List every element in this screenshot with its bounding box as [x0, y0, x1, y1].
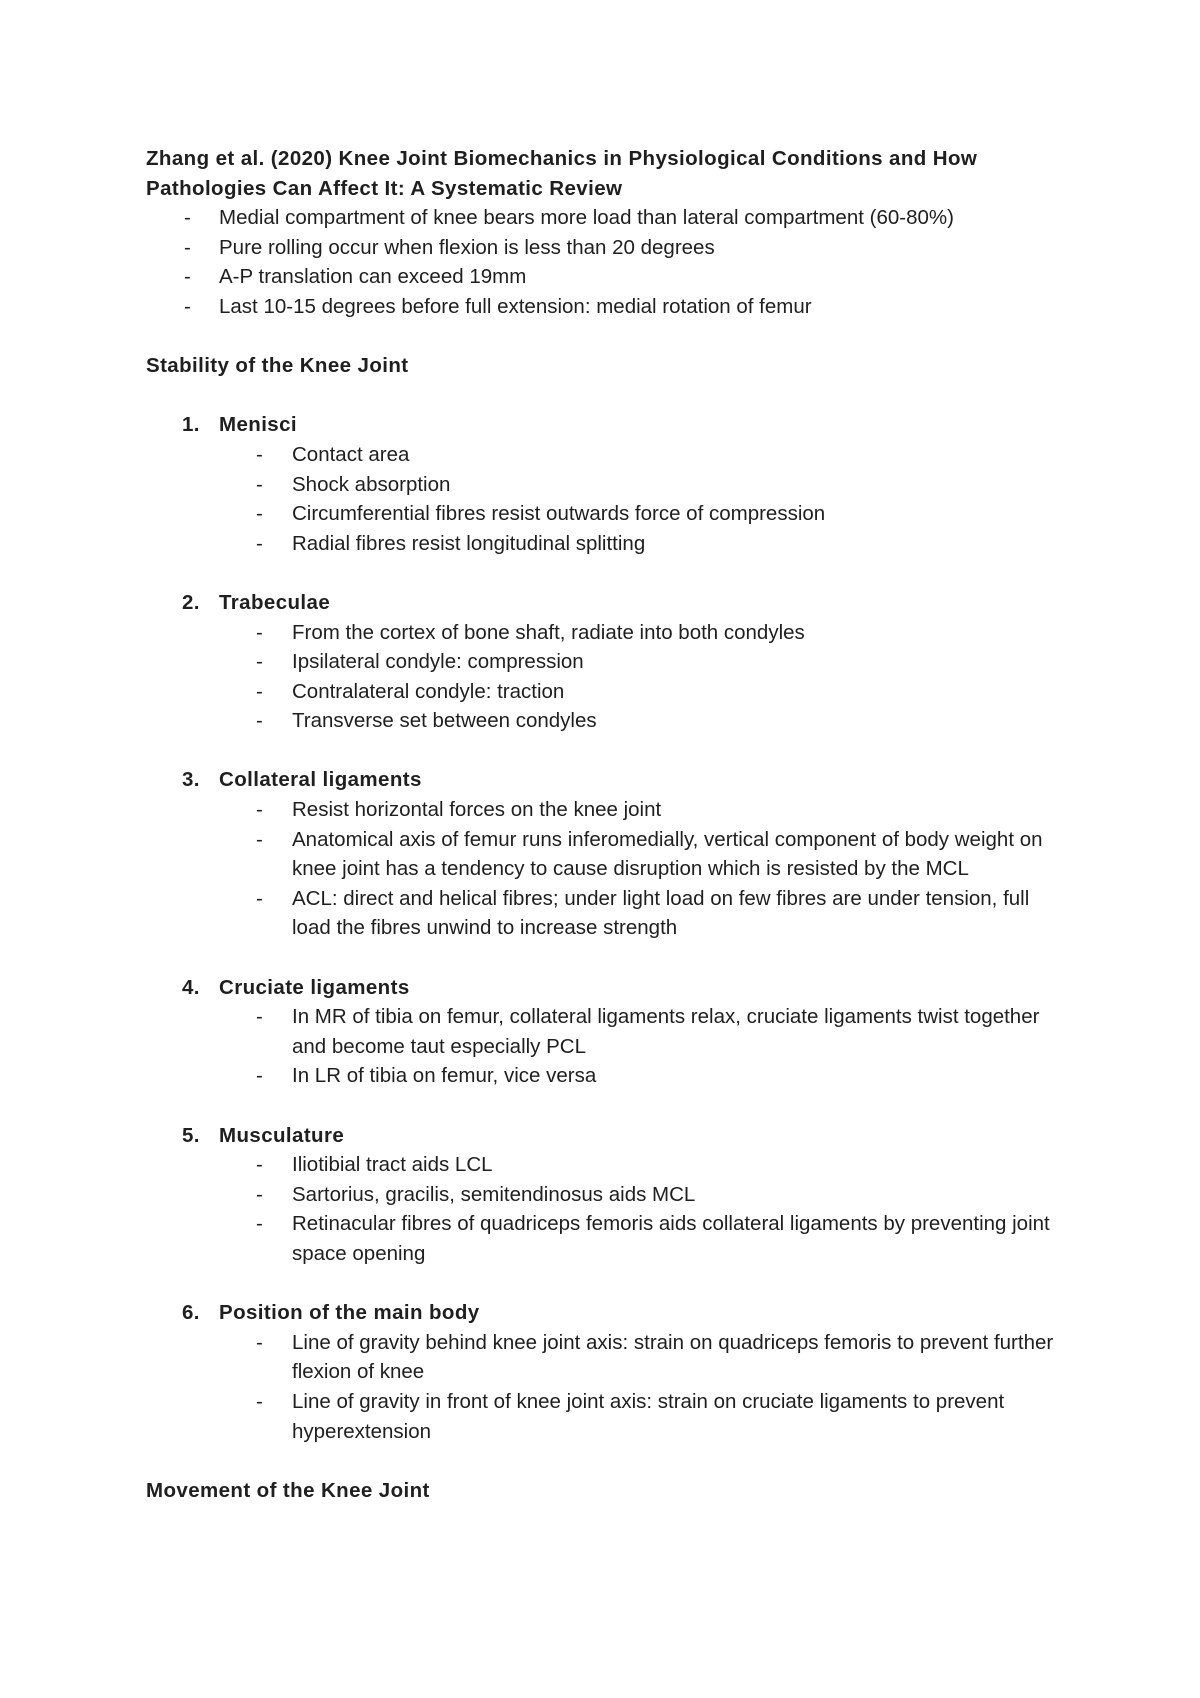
collateral-ligaments-bullet-list	[146, 795, 1066, 943]
section-bullet: - Line of gravity in front of knee joint axis: strain on cruciate ligaments to prevent hyperextension	[146, 1387, 1066, 1446]
section-bullet: - In LR of tibia on femur, vice versa	[146, 1061, 1066, 1091]
paper-title-line-1: Zhang et al. (2020) Knee Joint Biomechanics in Physiological Conditions and How	[146, 147, 978, 170]
document-content	[146, 144, 1066, 1505]
movement-heading: Movement of the Knee Joint	[146, 1478, 430, 1502]
musculature-bullet-list	[146, 1150, 1066, 1268]
paper-title-line-2: Pathologies Can Affect It: A Systematic Review	[146, 176, 623, 200]
section-title: Musculature	[219, 1123, 345, 1147]
stability-heading: Stability of the Knee Joint	[146, 354, 409, 378]
intro-bullet: - Last 10-15 degrees before full extension: medial rotation of femur	[146, 292, 1066, 322]
spacer	[146, 736, 1066, 766]
section-number: 2.	[182, 590, 200, 614]
section-bullet: - Shock absorption	[146, 470, 1066, 500]
spacer	[146, 1269, 1066, 1299]
section-title: Collateral ligaments	[219, 768, 422, 792]
section-number: 4.	[182, 975, 200, 999]
section-heading-cruciate-ligaments	[146, 973, 1066, 1003]
section-bullet: - Radial fibres resist longitudinal splitting	[146, 529, 1066, 559]
section-bullet: - Line of gravity behind knee joint axis: strain on quadriceps femoris to prevent further flexion of knee	[146, 1328, 1066, 1387]
section-bullet: - Circumferential fibres resist outwards force of compression	[146, 499, 1066, 529]
section-heading-body-position	[146, 1298, 1066, 1328]
section-title: Trabeculae	[219, 590, 331, 614]
section-bullet: - In MR of tibia on femur, collateral ligaments relax, cruciate ligaments twist together and become taut especially PCL	[146, 1002, 1066, 1061]
section-bullet: - Contralateral condyle: traction	[146, 677, 1066, 707]
section-heading-trabeculae	[146, 588, 1066, 618]
spacer	[146, 381, 1066, 411]
spacer	[146, 1446, 1066, 1476]
section-bullet: - Anatomical axis of femur runs inferomedially, vertical component of body weight on knee joint has a tendency to cause disruption which is resisted by the MCL	[146, 825, 1066, 884]
intro-bullet: - Pure rolling occur when flexion is less than 20 degrees	[146, 233, 1066, 263]
section-title: Position of the main body	[219, 1301, 480, 1325]
section-bullet: - From the cortex of bone shaft, radiate into both condyles	[146, 618, 1066, 648]
section-bullet: - ACL: direct and helical fibres; under light load on few fibres are under tension, full load the fibres unwind to increase strength	[146, 884, 1066, 943]
section-number: 1.	[182, 413, 200, 437]
section-bullet: - Iliotibial tract aids LCL	[146, 1150, 1066, 1180]
section-number: 5.	[182, 1123, 200, 1147]
section-bullet: - Contact area	[146, 440, 1066, 470]
section-bullet: - Ipsilateral condyle: compression	[146, 647, 1066, 677]
section-number: 6.	[182, 1301, 200, 1325]
menisci-bullet-list	[146, 440, 1066, 558]
intro-bullet-list	[146, 203, 1066, 321]
spacer	[146, 558, 1066, 588]
section-bullet: - Transverse set between condyles	[146, 706, 1066, 736]
section-number: 3.	[182, 768, 200, 792]
section-heading-collateral-ligaments	[146, 765, 1066, 795]
section-heading-musculature	[146, 1121, 1066, 1151]
body-position-bullet-list	[146, 1328, 1066, 1446]
intro-bullet: - A-P translation can exceed 19mm	[146, 262, 1066, 292]
spacer	[146, 322, 1066, 352]
section-bullet: - Retinacular fibres of quadriceps femoris aids collateral ligaments by preventing joint space opening	[146, 1209, 1066, 1268]
section-bullet: - Resist horizontal forces on the knee joint	[146, 795, 1066, 825]
section-title: Menisci	[219, 413, 297, 437]
spacer	[146, 943, 1066, 973]
trabeculae-bullet-list	[146, 618, 1066, 736]
section-title: Cruciate ligaments	[219, 975, 410, 999]
section-heading-menisci	[146, 410, 1066, 440]
section-bullet: - Sartorius, gracilis, semitendinosus aids MCL	[146, 1180, 1066, 1210]
spacer	[146, 1091, 1066, 1121]
intro-bullet: - Medial compartment of knee bears more load than lateral compartment (60-80%)	[146, 203, 1066, 233]
cruciate-ligaments-bullet-list	[146, 1002, 1066, 1091]
